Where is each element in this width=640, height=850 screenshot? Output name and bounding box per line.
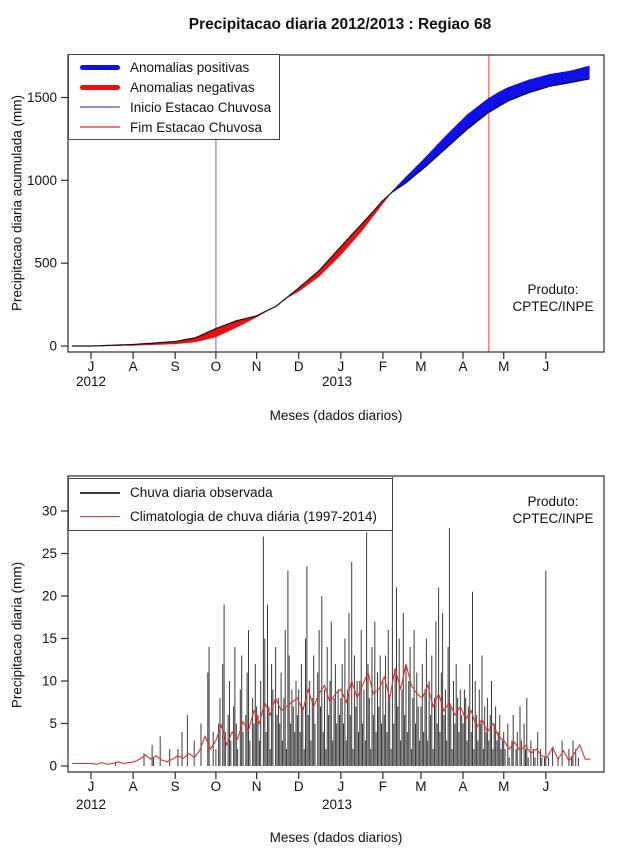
season-start-line-icon <box>80 106 120 108</box>
produto-label-bottom-chart: Produto: CPTEC/INPE <box>512 494 594 526</box>
y-tick-label: 5 <box>49 716 57 731</box>
y-tick-label: 15 <box>41 631 57 646</box>
chart-title: Precipitacao diaria 2012/2013 : Regiao 68 <box>188 16 492 33</box>
month-tick-label: A <box>128 779 138 794</box>
month-tick-label: M <box>498 779 510 794</box>
month-tick-label: N <box>251 779 262 794</box>
legend-item-inicio-estacao: Inicio Estacao Chuvosa <box>69 98 279 117</box>
month-tick-label: M <box>415 359 427 374</box>
legend-item-anomalias-negativas: Anomalias negativas <box>69 78 279 97</box>
month-tick-label: M <box>415 779 427 794</box>
month-tick-label: O <box>210 779 222 794</box>
negative-anomaly-line-icon <box>80 85 120 90</box>
legend-item-anomalias-positivas: Anomalias positivas <box>69 58 279 77</box>
season-end-line-icon <box>80 126 120 128</box>
month-tick-label: J <box>542 779 550 794</box>
month-tick-label: J <box>87 359 95 374</box>
year-label-2013-top: 2013 <box>321 374 353 389</box>
month-tick-label: J <box>542 359 550 374</box>
month-tick-label: A <box>458 359 468 374</box>
legend-item-fim-estacao: Fim Estacao Chuvosa <box>69 118 279 137</box>
y-tick-label: 25 <box>41 546 57 561</box>
year-label-2012-bottom: 2012 <box>75 797 107 812</box>
month-tick-label: M <box>498 359 510 374</box>
y-axis-label-daily: Precipitacao diaria (mm) <box>9 561 25 709</box>
produto-label-top-chart: Produto: CPTEC/INPE <box>512 282 594 314</box>
month-tick-label: O <box>210 359 222 374</box>
legend-accumulated-chart <box>68 54 280 140</box>
legend-item-chuva-observada: Chuva diaria observada <box>69 483 392 502</box>
climatology-line-icon <box>80 516 120 518</box>
year-label-2012-top: 2012 <box>75 374 107 389</box>
legend-daily-chart <box>68 478 393 531</box>
y-tick-label: 1000 <box>26 172 57 188</box>
month-tick-label: D <box>293 779 304 794</box>
y-tick-label: 30 <box>41 503 57 519</box>
month-tick-label: N <box>251 359 262 374</box>
month-tick-label: J <box>87 779 95 794</box>
y-tick-label: 0 <box>49 338 57 354</box>
positive-anomaly-line-icon <box>80 65 120 70</box>
month-tick-label: S <box>170 779 180 794</box>
month-tick-label: F <box>378 359 388 374</box>
y-axis-label-accumulated: Precipitacao diaria acumulada (mm) <box>9 94 25 312</box>
month-tick-label: A <box>458 779 468 794</box>
y-tick-label: 0 <box>49 758 57 774</box>
y-tick-label: 1500 <box>26 89 57 105</box>
month-tick-label: J <box>337 359 345 374</box>
x-axis-label-top: Meses (dados diarios) <box>269 408 403 423</box>
month-tick-label: A <box>128 359 138 374</box>
y-tick-label: 20 <box>41 588 57 604</box>
observed-rain-line-icon <box>80 492 120 494</box>
y-tick-label: 500 <box>34 255 57 271</box>
x-axis-label-bottom: Meses (dados diarios) <box>269 830 403 845</box>
month-tick-label: J <box>337 779 345 794</box>
legend-item-climatologia: Climatologia de chuva diária (1997-2014) <box>69 507 392 526</box>
month-tick-label: D <box>293 359 304 374</box>
month-tick-label: S <box>170 359 180 374</box>
year-label-2013-bottom: 2013 <box>321 797 353 812</box>
month-tick-label: F <box>378 779 388 794</box>
y-tick-label: 10 <box>41 673 57 689</box>
